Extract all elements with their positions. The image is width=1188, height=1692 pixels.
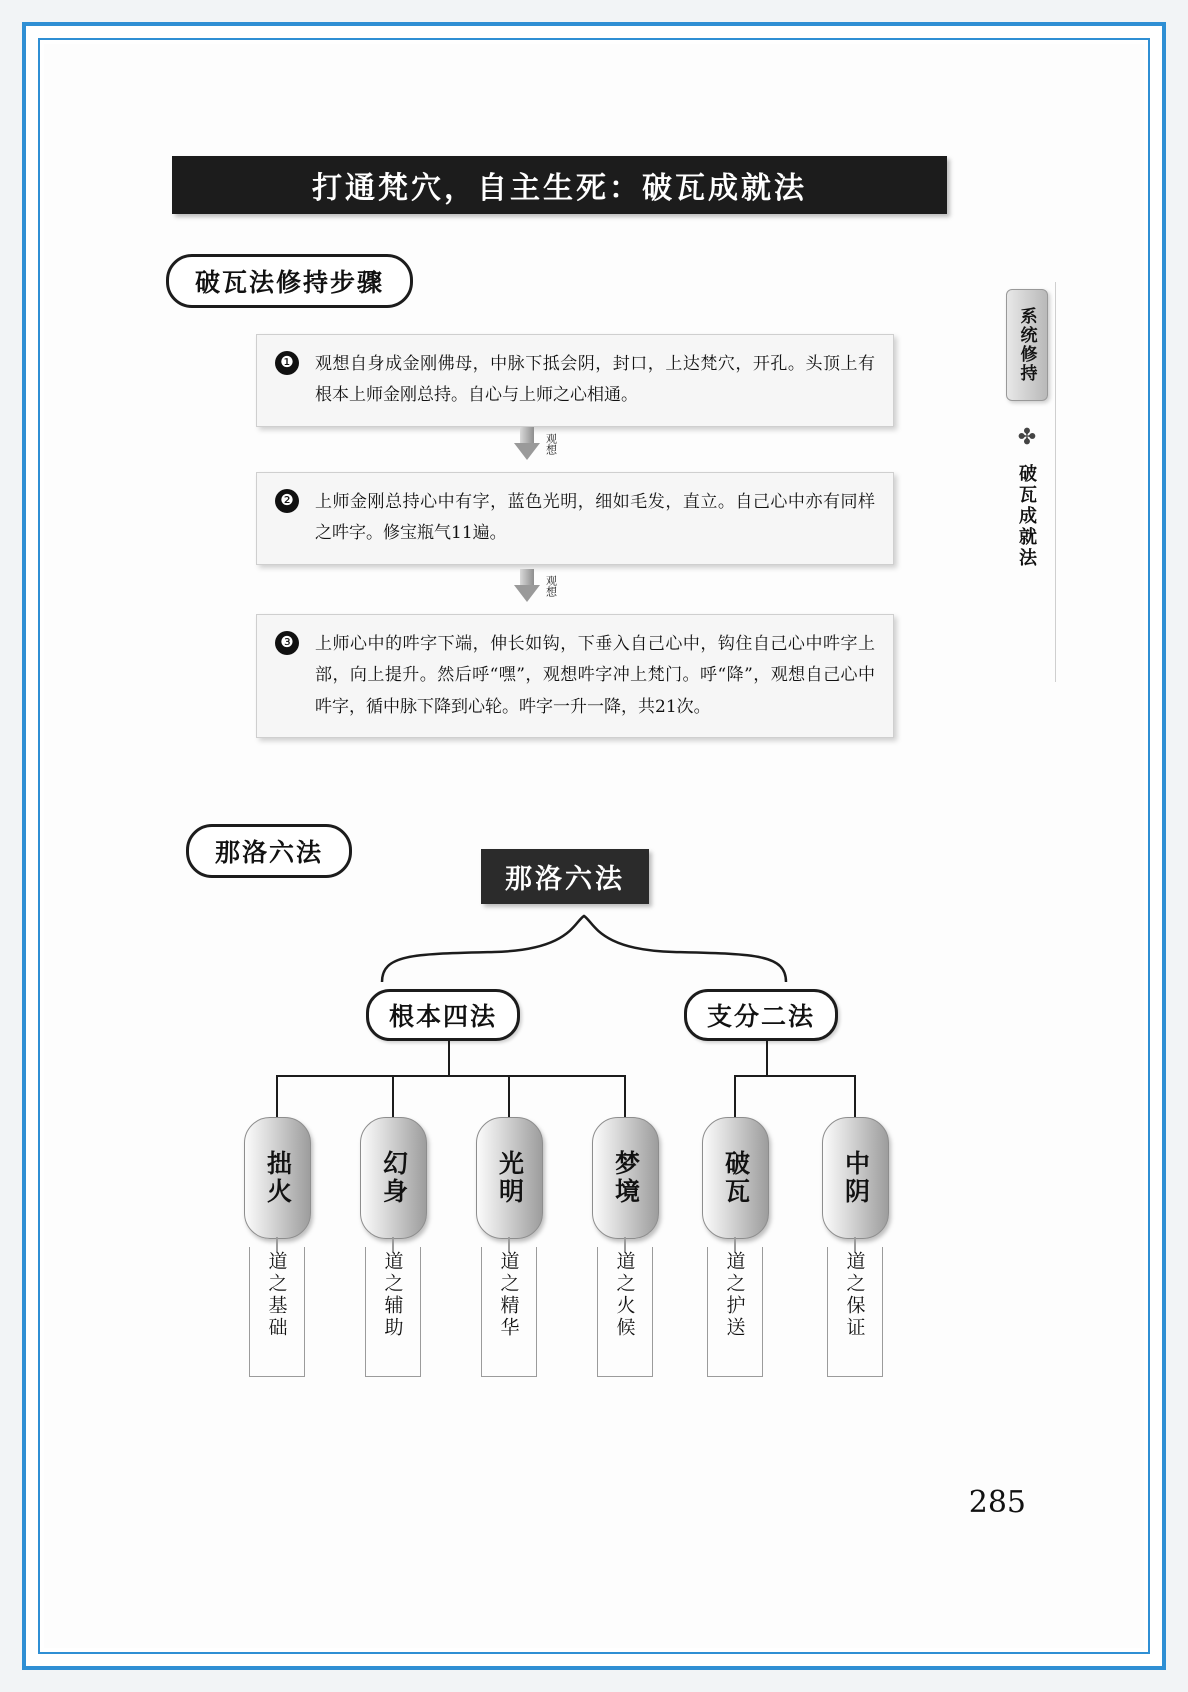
connector <box>448 1041 450 1075</box>
connector <box>276 1075 278 1117</box>
connector <box>734 1075 854 1077</box>
step-text-1: 观想自身成金刚佛母，中脉下抵会阴，封口，上达梵穴，开孔。头顶上有根本上师金刚总持。自心与上师之心相通。 <box>315 354 875 406</box>
leaf-note-text-4: 道之火候 <box>613 1251 636 1339</box>
leaf-label-5: 破瓦 <box>721 1150 751 1206</box>
brace-connector <box>374 910 794 990</box>
leaf-node-5 <box>702 1117 769 1239</box>
diagram-group-right: 支分二法 <box>684 989 838 1041</box>
leaf-note-4 <box>597 1247 653 1377</box>
flow-arrow-label-1: 观想 <box>544 433 558 455</box>
connector <box>508 1075 510 1117</box>
side-tab-label: 系统修持 <box>1016 307 1037 383</box>
step-number-1: ❶ <box>275 351 299 375</box>
leaf-note-text-6: 道之保证 <box>843 1251 866 1339</box>
leaf-node-1 <box>244 1117 311 1239</box>
leaf-label-4: 梦境 <box>611 1150 641 1206</box>
leaf-note-6 <box>827 1247 883 1377</box>
leaf-label-6: 中阴 <box>841 1150 871 1206</box>
leaf-note-5 <box>707 1247 763 1377</box>
page-number: 285 <box>968 1485 1026 1520</box>
leaf-label-3: 光明 <box>495 1150 525 1206</box>
tree-diagram <box>44 44 1144 1648</box>
connector <box>734 1075 736 1117</box>
connector <box>392 1075 394 1117</box>
step-number-3: ❸ <box>275 631 299 655</box>
leaf-note-2 <box>365 1247 421 1377</box>
leaf-node-4 <box>592 1117 659 1239</box>
connector <box>624 1075 626 1117</box>
step-number-2: ❷ <box>275 489 299 513</box>
ornament-icon: ✤ <box>1017 424 1037 449</box>
connector <box>854 1075 856 1117</box>
connector <box>766 1041 768 1075</box>
side-tab-sub-label: 破瓦成就法 <box>1016 464 1037 569</box>
section-heading-naluo: 那洛六法 <box>186 824 352 878</box>
leaf-label-1: 拙火 <box>263 1150 293 1206</box>
leaf-note-1 <box>249 1247 305 1377</box>
step-text-2: 上师金刚总持心中有字，蓝色光明，细如毛发，直立。自己心中亦有同样之吽字。修宝瓶气11遍。 <box>315 492 875 544</box>
leaf-note-text-5: 道之护送 <box>723 1251 746 1339</box>
diagram-root-node: 那洛六法 <box>481 849 649 904</box>
page-title: 打通梵穴，自主生死：破瓦成就法 <box>172 156 947 214</box>
leaf-label-2: 幻身 <box>379 1150 409 1206</box>
diagram-group-left: 根本四法 <box>366 989 520 1041</box>
flow-arrow-label-2: 观想 <box>544 575 558 597</box>
leaf-note-text-2: 道之辅助 <box>381 1251 404 1339</box>
leaf-note-text-3: 道之精华 <box>497 1251 520 1339</box>
step-text-3: 上师心中的吽字下端，伸长如钩，下垂入自己心中，钩住自己心中吽字上部，向上提升。然后呼“嘿”，观想吽字冲上梵门。呼“降”，观想自己心中吽字，循中脉下降到心轮。吽字一升一降，共21次。 <box>315 634 875 717</box>
leaf-node-3 <box>476 1117 543 1239</box>
leaf-note-text-1: 道之基础 <box>265 1251 288 1339</box>
page-content <box>44 44 1144 1648</box>
leaf-node-6 <box>822 1117 889 1239</box>
section-heading-steps: 破瓦法修持步骤 <box>166 254 413 308</box>
leaf-note-3 <box>481 1247 537 1377</box>
connector <box>276 1075 624 1077</box>
leaf-node-2 <box>360 1117 427 1239</box>
